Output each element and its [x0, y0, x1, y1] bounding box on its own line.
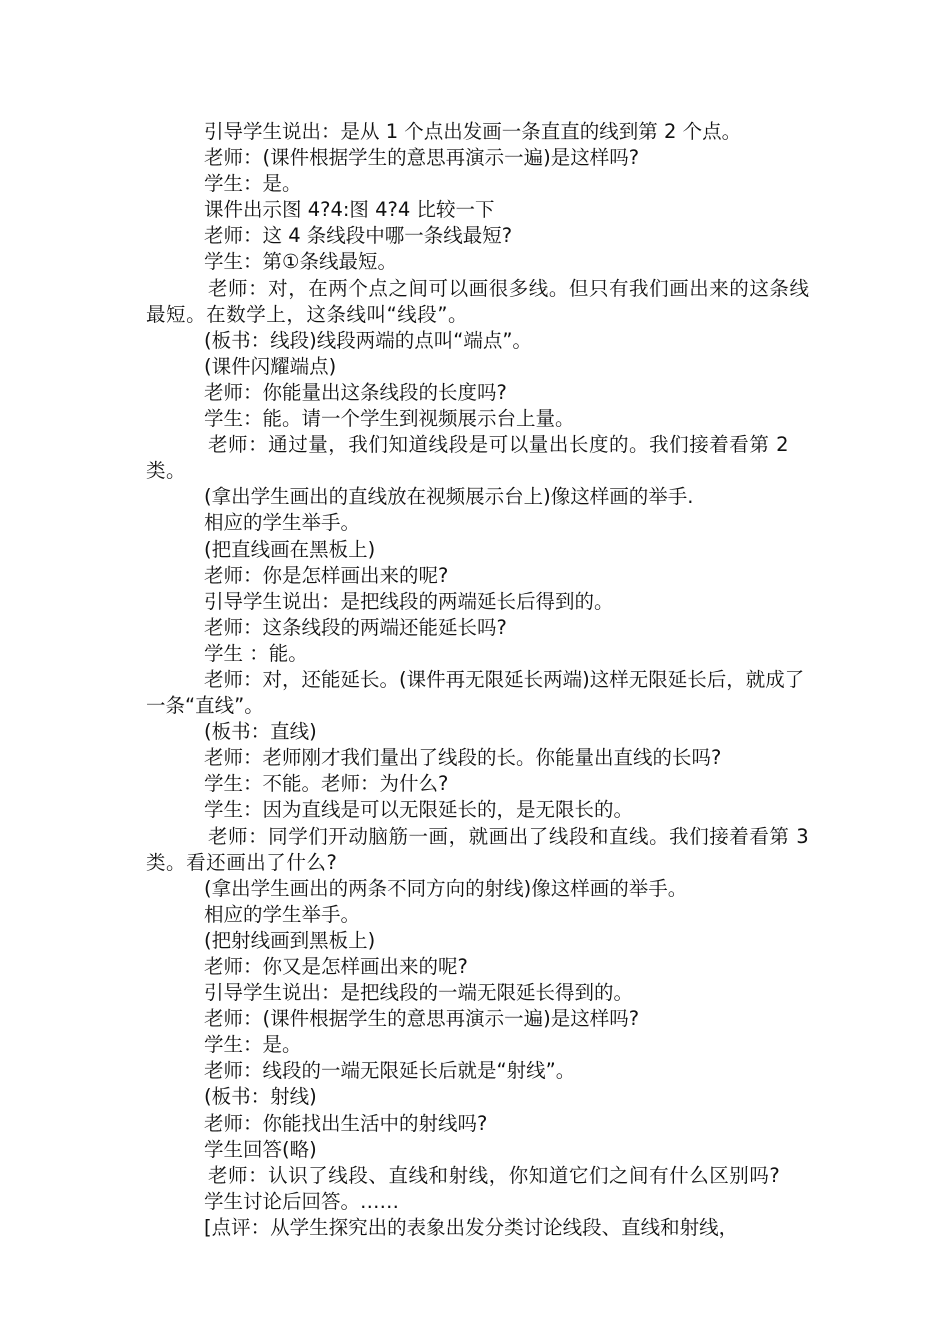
paragraph: 学生：是。 — [204, 172, 302, 196]
paragraph: 学生 ：能。 — [204, 641, 308, 665]
paragraph: (拿出学生画出的直线放在视频展示台上)像这样画的举手. — [204, 485, 694, 509]
paragraph: 相应的学生举手。 — [204, 511, 361, 535]
paragraph: 引导学生说出：是把线段的一端无限延长得到的。 — [204, 981, 634, 1005]
paragraph: 引导学生说出：是把线段的两端延长后得到的。 — [204, 589, 614, 613]
paragraph: 相应的学生举手。 — [204, 902, 361, 926]
paragraph: 老师：你是怎样画出来的呢? — [204, 563, 449, 587]
paragraph: 老师：(课件根据学生的意思再演示一遍)是这样吗? — [204, 146, 640, 170]
paragraph: 老师：线段的一端无限延长后就是“射线”。 — [204, 1059, 576, 1083]
paragraph: (板书：线段)线段两端的点叫“端点”。 — [204, 328, 532, 352]
paragraph: 老师：你能找出生活中的射线吗? — [204, 1111, 488, 1135]
paragraph: 老师：你能量出这条线段的长度吗? — [204, 380, 507, 404]
paragraph: [点评：从学生探究出的表象出发分类讨论线段、直线和射线， — [204, 1215, 739, 1239]
paragraph: 老师：你又是怎样画出来的呢? — [204, 955, 468, 978]
paragraph: 老师：通过量，我们知道线段是可以量出长度的。我们接着看第 2 类。 — [146, 433, 790, 483]
paragraph: 老师：这 4 条线段中哪一条线最短? — [204, 224, 513, 248]
paragraph: 老师：同学们开动脑筋一画，就画出了线段和直线。我们接着看第 3 类。看还画出了什么? — [146, 824, 810, 874]
paragraph: 课件出示图 4?4:图 4?4 比较一下 — [204, 198, 495, 222]
paragraph: 老师：(课件根据学生的意思再演示一遍)是这样吗? — [204, 1007, 640, 1031]
paragraph: 学生：不能。老师：为什么? — [204, 772, 449, 796]
paragraph: 学生：是。 — [204, 1033, 302, 1057]
paragraph: (拿出学生画出的两条不同方向的射线)像这样画的举手。 — [204, 876, 688, 900]
paragraph: 老师：这条线段的两端还能延长吗? — [204, 615, 507, 639]
paragraph: 学生：能。请一个学生到视频展示台上量。 — [204, 407, 575, 431]
paragraph: (板书：射线) — [204, 1085, 317, 1109]
paragraph: 学生：因为直线是可以无限延长的，是无限长的。 — [204, 798, 634, 822]
paragraph: (把直线画在黑板上) — [204, 537, 376, 561]
paragraph: (课件闪耀端点) — [204, 354, 337, 378]
paragraph: 老师：老师刚才我们量出了线段的长。你能量出直线的长吗? — [204, 746, 722, 770]
paragraph: 学生：第①条线最短。 — [204, 250, 397, 274]
paragraph: 引导学生说出：是从 1 个点出发画一条直直的线到第 2 个点。 — [204, 120, 742, 143]
paragraph: 学生讨论后回答。…… — [204, 1189, 400, 1213]
paragraph: 老师：认识了线段、直线和射线，你知道它们之间有什么区别吗? — [208, 1163, 781, 1187]
paragraph: (板书：直线) — [204, 720, 317, 744]
document-body — [146, 119, 822, 1241]
paragraph: 老师：对，在两个点之间可以画很多线。但只有我们画出来的这条线最短。在数学上，这条线叫“线段”。 — [146, 276, 810, 326]
paragraph: 老师：对，还能延长。(课件再无限延长两端)这样无限延长后，就成了一条“直线”。 — [146, 667, 805, 718]
paragraph: 学生回答(略) — [204, 1137, 317, 1161]
paragraph: (把射线画到黑板上) — [204, 928, 376, 952]
